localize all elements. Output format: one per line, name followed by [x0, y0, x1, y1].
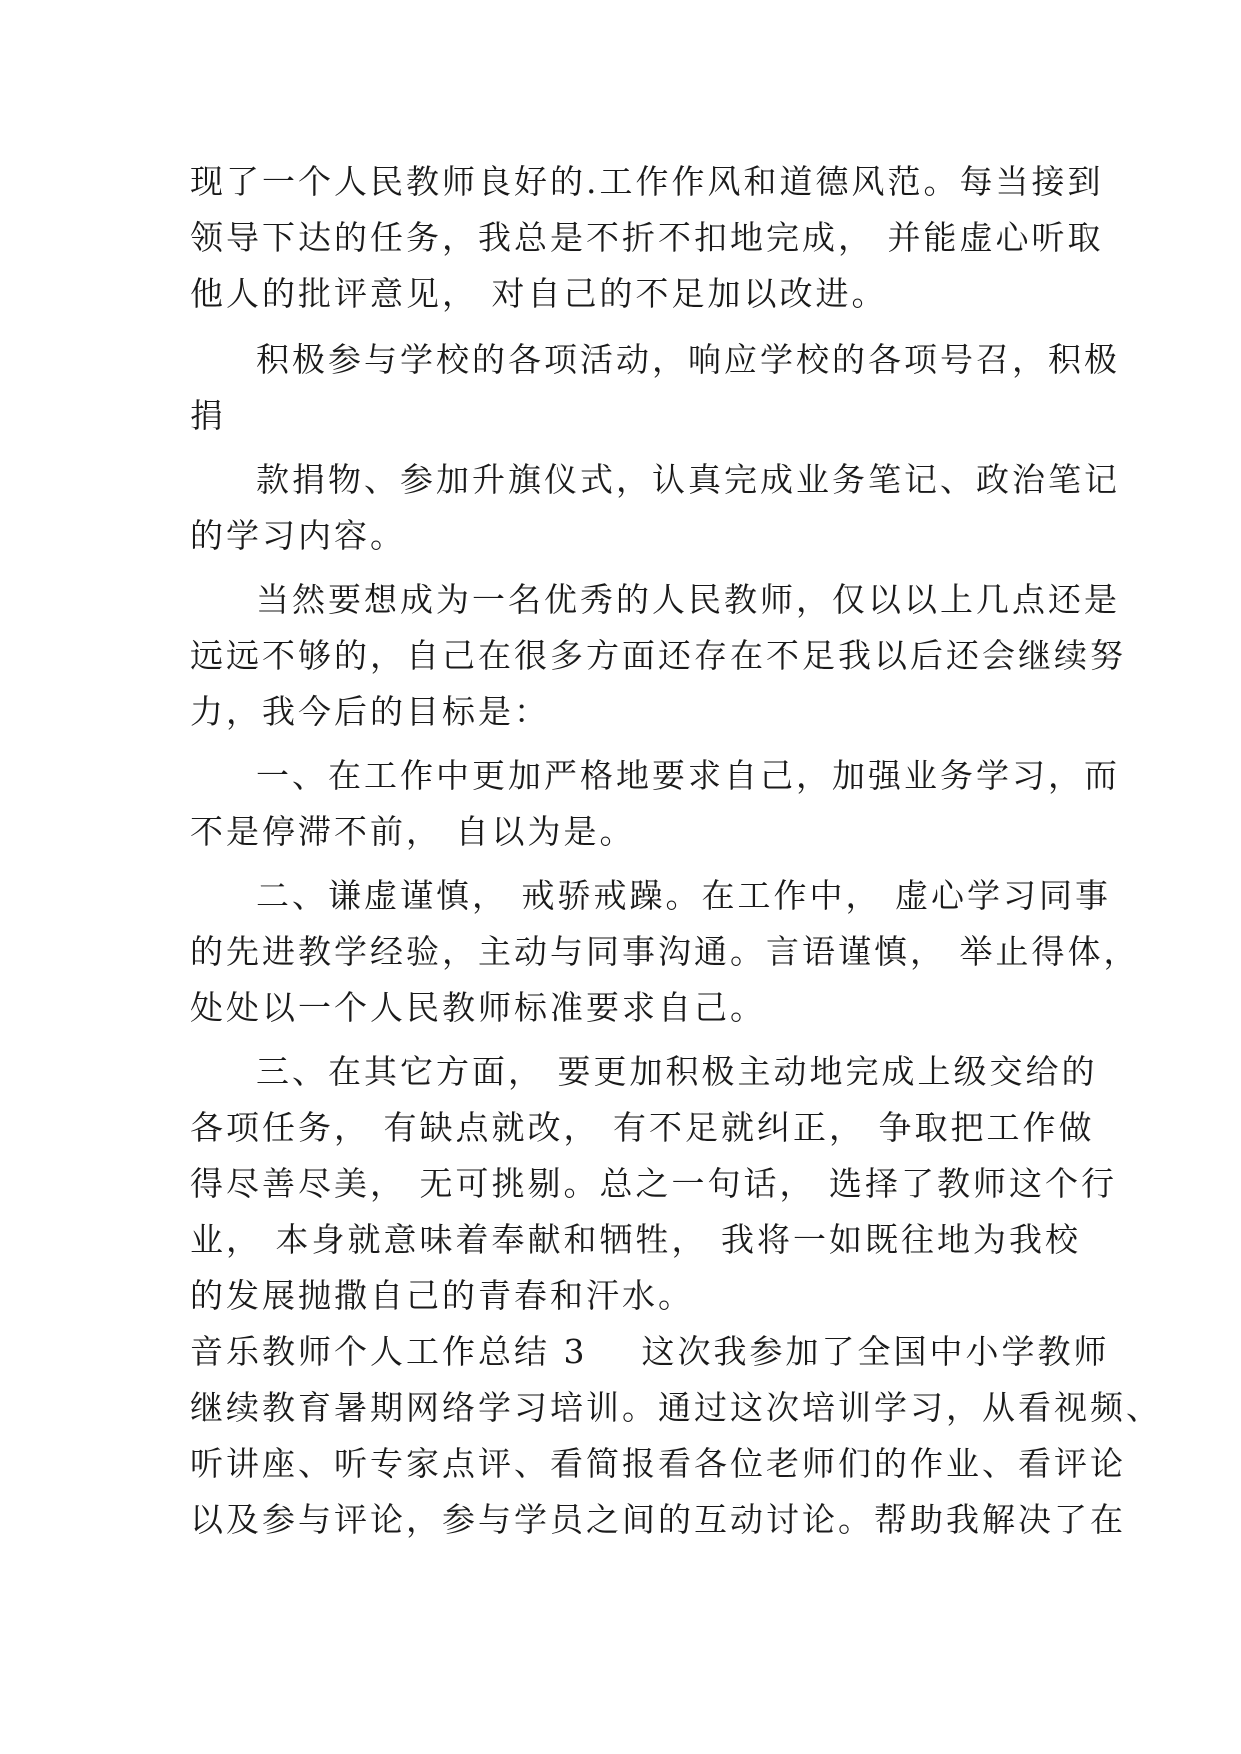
text-line: 远远不够的，自己在很多方面还存在不足我以后还会继续努: [190, 636, 1126, 675]
text-line: 得尽善尽美， 无可挑剔。总之一句话， 选择了教师这个行: [190, 1164, 1117, 1203]
section-heading-line: 音乐教师个人工作总结 3 这次我参加了全国中小学教师: [190, 1332, 1110, 1371]
text-line: 继续教育暑期网络学习培训。通过这次培训学习，从看视频、: [190, 1388, 1162, 1427]
text-line: 各项任务， 有缺点就改， 有不足就纠正， 争取把工作做: [190, 1108, 1095, 1147]
text-line: 的发展抛撒自己的青春和汗水。: [190, 1276, 694, 1315]
text-line: 现了一个人民教师良好的.工作作风和道德风范。每当接到: [190, 162, 1104, 201]
text-line: 处处以一个人民教师标准要求自己。: [190, 988, 766, 1027]
text-line: 他人的批评意见， 对自己的不足加以改进。: [190, 274, 888, 313]
text-line: 一、在工作中更加严格地要求自己，加强业务学习，而: [256, 756, 1120, 795]
text-line: 的学习内容。: [190, 516, 406, 555]
text-line: 力，我今后的目标是：: [190, 692, 550, 731]
text-line: 不是停滞不前， 自以为是。: [190, 812, 636, 851]
text-line: 二、谦虚谨慎， 戒骄戒躁。在工作中， 虚心学习同事: [256, 876, 1111, 915]
text-line: 三、在其它方面， 要更加积极主动地完成上级交给的: [256, 1052, 1098, 1091]
text-line: 积极参与学校的各项活动，响应学校的各项号召，积极: [256, 340, 1120, 379]
text-line: 捐: [190, 396, 226, 435]
text-line: 以及参与评论，参与学员之间的互动讨论。帮助我解决了在: [190, 1500, 1126, 1539]
text-line: 领导下达的任务，我总是不折不扣地完成， 并能虚心听取: [190, 218, 1104, 257]
text-line: 款捐物、参加升旗仪式，认真完成业务笔记、政治笔记: [256, 460, 1120, 499]
text-line: 业， 本身就意味着奉献和牺牲， 我将一如既往地为我校: [190, 1220, 1081, 1259]
text-line: 的先进教学经验，主动与同事沟通。言语谨慎， 举止得体，: [190, 932, 1140, 971]
text-line: 当然要想成为一名优秀的人民教师，仅以以上几点还是: [256, 580, 1120, 619]
text-line: 听讲座、听专家点评、看简报看各位老师们的作业、看评论: [190, 1444, 1126, 1483]
